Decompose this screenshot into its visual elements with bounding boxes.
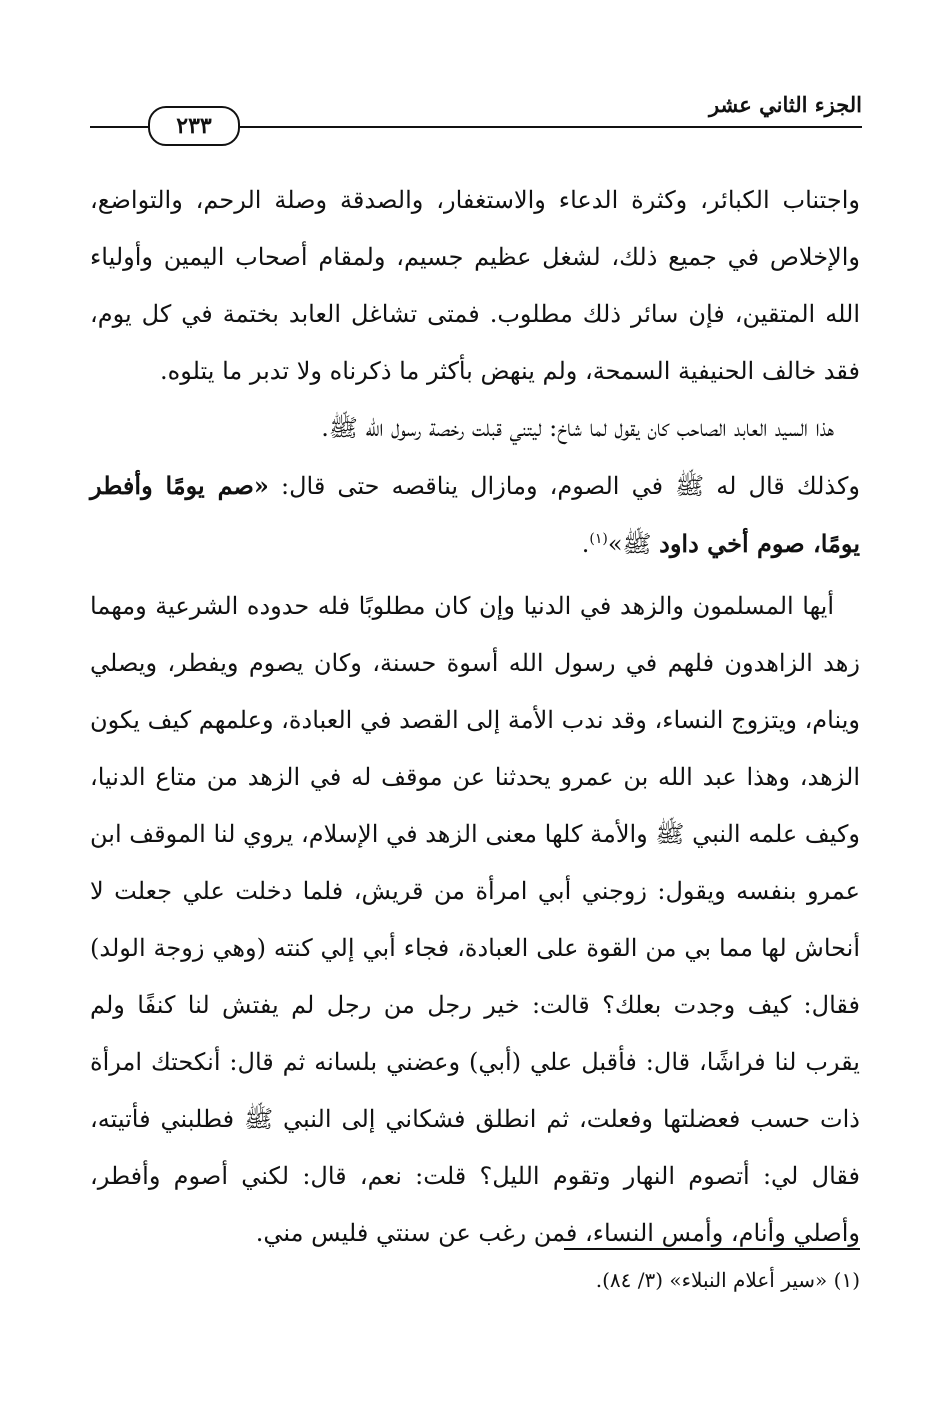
running-title: الجزء الثاني عشر xyxy=(708,92,862,117)
page-number: ٢٣٣ xyxy=(148,106,240,146)
hadith-quote-end: ﷺ» xyxy=(607,530,660,558)
paragraph-2: هذا السيد العابد الصاحب كان يقول لما شاخ: ليتني قبلت رخصة رسول الله ﷺ. xyxy=(321,414,834,442)
paragraph-3-end: . xyxy=(581,530,590,558)
hadith-quote: «صم يومًا وأفطر يومًا، صوم أخي داود xyxy=(90,471,860,558)
paragraph-4: أيها المسلمون والزهد في الدنيا وإن كان مطلوبًا فله حدوده الشرعية ومهما زهد الزاهدون فلهم في رسول الله أسوة حسنة، وكان يصوم ويفطر، ويصلي وينام، ويتزوج النساء، وقد ندب الأمة إلى القصد في العبادة، وعلمهم كيف يكون الزهد، وهذا عبد الله بن عمرو يحدثنا عن موقف له في الزهد من متاع الدنيا، وكيف علمه النبي ﷺ والأمة كلها معنى الزهد في الإسلام، يروي لنا الموقف ابن عمرو بنفسه ويقول: زوجني أبي امرأة من قريش، فلما دخلت علي جعلت لا أنحاش لها مما بي من القوة على العبادة، فجاء أبي إلي كنته (وهي زوجة الولد) فقال: كيف وجدت بعلك؟ قالت: خير رجل من رجل لم يفتش لنا كنفًا ولم يقرب لنا فراشًا، قال: فأقبل علي (أبي) وعضني بلسانه ثم قال: أنكحتك امرأة ذات حسب فعضلتها وفعلت، ثم انطلق فشكاني إلى النبي ﷺ فطلبني فأتيته، فقال لي: أتصوم النهار وتقوم الليل؟ قلت: نعم، قال: لكني أصوم وأفطر، وأصلي وأنام، وأمس النساء، فمن رغب عن سنتي فليس مني. xyxy=(90,592,860,1247)
paragraph-1: واجتناب الكبائر، وكثرة الدعاء والاستغفار، والصدقة وصلة الرحم، والتواضع، والإخلاص في جميع ذلك، لشغل عظيم جسيم، ولمقام أصحاب اليمين وأولياء الله المتقين، فإن سائر ذلك مطلوب. فمتى تشاغل العابد بختمة في كل يوم، فقد خالف الحنيفية السمحة، ولم ينهض بأكثر ما ذكرناه ولا تدبر ما يتلوه. xyxy=(90,186,860,385)
paragraph-3 xyxy=(90,457,860,573)
footnote: (١) «سير أعلام النبلاء» (٣/ ٨٤). xyxy=(595,1268,860,1292)
footnote-rule xyxy=(564,1248,860,1250)
page-header xyxy=(90,92,862,152)
paragraph-3-start: وكذلك قال له ﷺ في الصوم، ومازال يناقصه حتى قال: xyxy=(268,472,861,500)
main-text xyxy=(90,172,860,1262)
footnote-reference: (١) xyxy=(589,531,608,547)
